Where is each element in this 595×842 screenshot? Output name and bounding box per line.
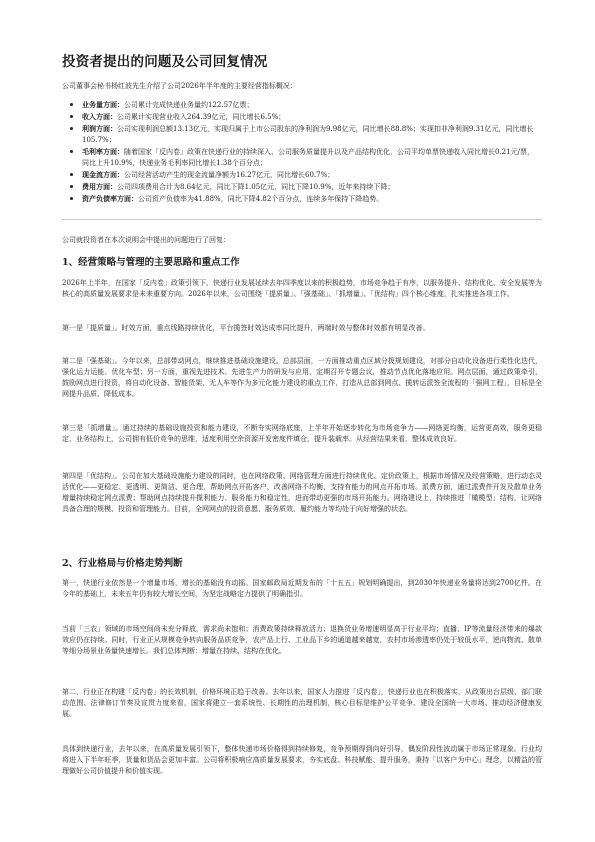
section-heading-strategy: 1、经营策略与管理的主要思路和重点工作 — [62, 257, 240, 268]
paragraph: 具体到快递行业，去年以来，在高质量发展引领下，整体快递市场价格得到持续修复，竞争预期得到向好引导，偶发阶段性波动属于市场正常现象。行业均将进入下半年旺季，货量和货品会更加丰富。公司将积极响应高质量发展要求，夯实底盘、科技赋能、提升服务，秉持「以客户为中心」理念，以精益的管理做好公司价值提升和价值实现。 — [62, 745, 542, 775]
metric-key: 资产负债率方面： — [82, 194, 138, 203]
paragraph: 当前「三农」领域的市场空间尚未充分释放，需求尚未饱和；消费政策持续释放活力；退换货业务增速明显高于行业平均；直播、IP等流量经济带来的爆款效应仍在持续。同时，行业正从规模竞争转向服务品质竞争，农产品上行、工业品下乡的通道越来越宽，农村市场渗透率仍处于较低水平，逆向物流、散单等细分场景业务量快速增长。我们总体判断：增量在持续、结构在优化。 — [62, 625, 542, 655]
metric-item — [70, 146, 538, 169]
page-title: 投资者提出的问题及公司回复情况 — [62, 54, 268, 70]
section-divider — [62, 219, 542, 220]
metric-key: 收入方面： — [82, 112, 117, 121]
metric-text: 公司累计实现营业收入264.39亿元，同比增长6.5%； — [117, 113, 286, 121]
metric-key: 费用方面： — [82, 182, 117, 191]
metric-key: 现金流方面： — [82, 170, 124, 179]
metric-item — [70, 193, 538, 205]
metric-text: 公司资产负债率为41.88%，同比下降4.82个百分点，连续多年保持下降趋势。 — [138, 195, 384, 203]
metric-item — [70, 123, 538, 146]
paragraph: 2026年上半年，在国家「反内卷」政策引领下，快递行业发展延续去年四季度以来的积极趋势，市场竞争趋于有序，以服务提升、结构优化、安全发展等为核心的高质量发展要求是未来重要方向。2026年以来，公司围绕「提质量」、「强基础」、「抓增量」、「优结构」四个核心维度，扎实推进各项工作。 — [62, 279, 542, 298]
paragraph: 第二是「强基础」。今年以来，总部带动网点，继续推进基础设施建设。总部层面，一方面推动重点区域分拨规划建设，对部分自动化设备进行柔性化迭代，强化运力运能、优化车型；另一方面，重视先进技术、先进生产力的研发与应用，定期召开专题会议，推动节点优化落地应用。网点层面，通过政策牵引，鼓励网点进行投资，将自动化设备、智能货架、无人车等作为多元化能力建设的重点工作，打造从总部到网点、揽转运派签全流程的「强网工程」，目标是全网提升品质、降低成本。 — [62, 357, 542, 398]
metric-text: 随着国家「反内卷」政策在快递行业的持续深入、公司服务质量提升以及产品结构优化，公司平均单票快递收入同比增长0.21元/票，同比上升10.9%，快递业务毛利率同比增长1.38个百分点； — [82, 148, 534, 167]
metric-key: 利润方面： — [82, 124, 117, 133]
metrics-list — [70, 99, 538, 205]
metric-text: 公司经营活动产生的现金流量净额为16.27亿元，同比增长60.7%； — [124, 171, 335, 179]
metric-key: 业务量方面： — [82, 100, 124, 109]
intro-text: 公司董事会秘书杨红波先生介绍了公司2026年半年度的主要经营指标概况： — [62, 82, 297, 90]
section-heading-industry: 2、行业格局与价格走势判断 — [62, 558, 183, 569]
metric-item — [70, 169, 538, 181]
paragraph: 第四是「优结构」。公司在加大基础设施能力建设的同时，也在网络政策、网络管理方面进行持续优化。定价政策上，根据市场情况及经营策略，进行动态灵活优化——更稳定、更透明、更简洁、更合理，帮助网点开拓客户，改善网络不均衡，支持有能力的网点开拓市场。派费方面，通过派费件开发及散单业务增量持续稳定网点派费；帮助网点持续提升揽利能力、服务能力和稳定性，进而带动更强的市场开拓能力。网络建设上，持续推进「橄榄型」结构，让网络具备合理的规模、投资和管理能力。目前，全网网点的投资意愿、服务质效、履约能力等均处于向好增强的状态。 — [62, 472, 542, 513]
paragraph: 第二，行业正在构建「反内卷」的长效机制，价格环境正趋于改善。去年以来，国家人力推进「反内卷」，快递行业也在积极落实，从政策出台层级、部门联动范围、法律修订节奏及宣贯力度来看，国家将建立一套系统性、长期性的治理机制，核心目标是维护公平竞争、建设全国统一大市场、推动经济健康发展。 — [62, 688, 542, 718]
lead-text: 公司就投资者在本次说明会中提出的问题进行了回复： — [62, 236, 230, 244]
metric-item — [70, 99, 538, 111]
paragraph: 第一，快递行业依然是一个增量市场，增长的基础没有动摇。国家邮政局近期发布的「十五五」规划明确提出，到2030年快递业务量将达到2700亿件。在今年的基础上，未来五年仍有较大增长空间，为坚定战略定力提供了明确指引。 — [62, 579, 542, 598]
metric-text: 公司累计完成快递业务量约122.57亿票； — [124, 101, 254, 109]
metric-item — [70, 111, 538, 123]
metric-text: 公司四项费用合计为8.64亿元，同比下降1.05亿元，同比下降10.9%，近年来持续下降； — [117, 183, 395, 191]
paragraph: 第三是「抓增量」。通过持续的基础设施投资和能力建设，不断夯实网络底座，上半年开始逐步转化为市场竞争力——网络更均衡，运营更高效，服务更稳定，业务结构上，公司拥有低价竞争的思维，适度利用空余资源开发密度件填仓，提升装载率。从经营结果来看，整体成效良好。 — [62, 424, 542, 443]
paragraph: 第一是「提质量」。时效方面，重点线路持续优化，平台揽签时效达成率同比提升，两端时效与整体时效都有明显改善。 — [62, 324, 430, 332]
metric-key: 毛利率方面： — [82, 147, 124, 156]
metric-text: 公司实现利润总额13.13亿元，实现归属于上市公司股东的净利润为9.98亿元，同比增长88.8%；实现扣非净利润9.31亿元，同比增长105.7%； — [82, 125, 534, 144]
metric-item — [70, 181, 538, 193]
